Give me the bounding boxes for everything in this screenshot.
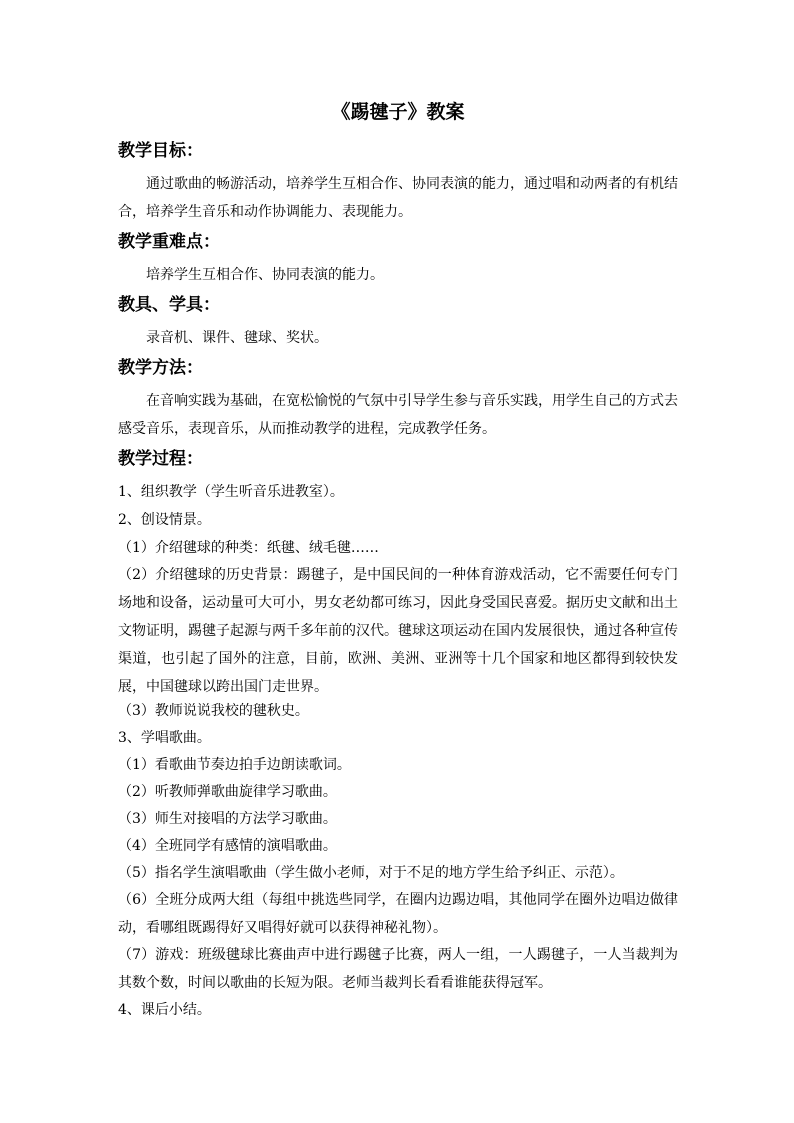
heading-teaching-method: 教学方法： xyxy=(118,358,203,378)
process-item: （1）看歌曲节奏边拍手边朗读歌词。 xyxy=(118,757,351,773)
process-item: （2）听教师弹歌曲旋律学习歌曲。 xyxy=(118,784,337,800)
process-item: （2）介绍毽球的历史背景：踢毽子，是中国民间的一种体育游戏活动，它不需要任何专门场地和设备，运动量可大可小，男女老幼都可练习，因此身受国民喜爱。据历史文献和出土文物证明，踢毽子起源与两千多年前的汉代。毽球这项运动在国内发展很快，通过各种宣传渠道，也引起了国外的注意，目前，欧洲、美洲、亚洲等十几个国家和地区都得到较快发展，中国毽球以跨出国门走世界。 xyxy=(118,567,678,695)
process-item: （7）游戏：班级毽球比赛曲声中进行踢毽子比赛，两人一组，一人踢毽子，一人当裁判为其数个数，时间以歌曲的长短为限。老师当裁判长看看谁能获得冠军。 xyxy=(118,947,678,991)
process-item: （3）师生对接唱的方法学习歌曲。 xyxy=(118,811,337,827)
heading-teaching-goal: 教学目标： xyxy=(118,141,203,161)
process-item: 2、创设情景。 xyxy=(118,512,211,528)
process-item: （6）全班分成两大组（每组中挑选些同学，在圈内边踢边唱，其他同学在圈外边唱边做律动，看哪组既踢得好又唱得好就可以获得神秘礼物）。 xyxy=(118,892,678,936)
process-item: 3、学唱歌曲。 xyxy=(118,730,211,746)
paragraph-key-difficult-points: 培养学生互相合作、协同表演的能力。 xyxy=(146,267,384,283)
process-item: （5）指名学生演唱歌曲（学生做小老师，对于不足的地方学生给予纠正、示范）。 xyxy=(118,865,624,881)
process-item: （4）全班同学有感情的演唱歌曲。 xyxy=(118,838,337,854)
heading-teaching-tools: 教具、学具： xyxy=(118,295,220,315)
document-title: 《踢毽子》教案 xyxy=(331,101,465,123)
process-item: 1、组织教学（学生听音乐进教室）。 xyxy=(118,484,344,500)
paragraph-teaching-tools: 录音机、课件、毽球、奖状。 xyxy=(146,330,328,346)
paragraph-teaching-method: 在音响实践为基础，在宽松愉悦的气氛中引导学生参与音乐实践，用学生自己的方式去感受音乐，表现音乐，从而推动教学的进程，完成教学任务。 xyxy=(118,393,678,437)
heading-key-difficult-points: 教学重难点： xyxy=(118,232,220,252)
process-item: （3）教师说说我校的毽秋史。 xyxy=(118,703,309,719)
heading-teaching-process: 教学过程： xyxy=(118,449,203,469)
paragraph-teaching-goal: 通过歌曲的畅游活动，培养学生互相合作、协同表演的能力，通过唱和动两者的有机结合，培养学生音乐和动作协调能力、表现能力。 xyxy=(118,176,678,220)
process-item: 4、课后小结。 xyxy=(118,1002,211,1018)
process-item: （1）介绍毽球的种类：纸毽、绒毛毽…… xyxy=(118,540,379,556)
